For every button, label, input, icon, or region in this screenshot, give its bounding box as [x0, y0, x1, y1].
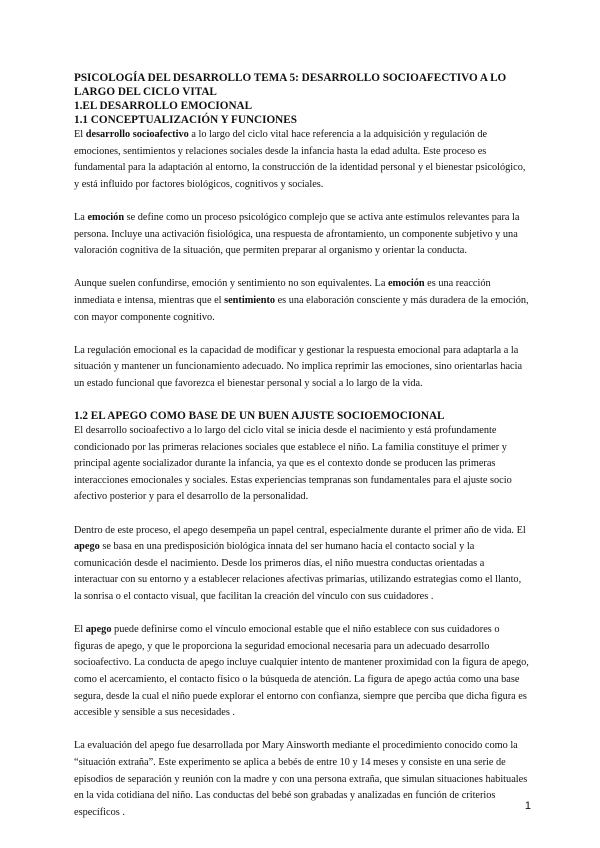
paragraph-apego-definicion: El apego puede definirse como el vínculo emocional estable que el niño establece con sus cuidadores o figuras de apego, y que le proporciona la seguridad emocional necesaria para un adecuado desarrollo socioafectivo. La conducta de apego incluye cualquier intento de mantener proximidad con la figura de apego, como el acercamiento, el contacto físico o la búsqueda de atención. La figura de apego actúa como una base segura, desde la cual el niño puede explorar el entorno con confianza, siempre que perciba que dicha figura es accesible y sensible a sus necesidades . — [74, 624, 529, 719]
section-heading-1: 1.EL DESARROLLO EMOCIONAL — [74, 100, 253, 112]
subsection-heading-1-2: 1.2 EL APEGO COMO BASE DE UN BUEN AJUSTE SOCIOEMOCIONAL — [74, 410, 445, 423]
subsection-heading-1-1: 1.1 CONCEPTUALIZACIÓN Y FUNCIONES — [74, 114, 297, 126]
paragraph-apego-intro: Dentro de este proceso, el apego desempeña un papel central, especialmente durante el primer año de vida. El apego se basa en una predisposición biológica innata del ser humano hacia el contacto social y la comunicación desde el nacimiento. Desde los primeros días, el niño muestra conductas orientadas a interactuar con su entorno y a establecer relaciones afectivas primarias, utilizando estrategias como el llanto, la sonrisa o el contacto visual, que facilitan la creación del vínculo con sus cuidadores . — [74, 524, 526, 603]
paragraph-emocion: La emoción se define como un proceso psicológico complejo que se activa ante estímulos relevantes para la persona. Incluye una activación fisiológica, una respuesta de afrontamiento, un componente subjetivo y una valoración cognitiva de la situación, que permiten preparar al organismo y orientar la conducta. — [74, 211, 520, 257]
paragraph-familia: El desarrollo socioafectivo a lo largo del ciclo vital se inicia desde el nacimiento y está profundamente condicionado por las primeras relaciones sociales que establece el niño. La familia constituye el primer y principal agente socializador durante la infancia, ya que es el contexto donde se producen las primeras interacciones emocionales y sociales. Estas experiencias tempranas son fundamentales para el ajuste socio afectivo posterior y para el desarrollo de la personalidad. — [74, 425, 512, 503]
document-title: PSICOLOGÍA DEL DESARROLLO TEMA 5: DESARROLLO SOCIOAFECTIVO A LO LARGO DEL CICLO VITAL — [74, 72, 507, 98]
paragraph-emocion-sentimiento: Aunque suelen confundirse, emoción y sentimiento no son equivalentes. La emoción es una reacción inmediata e intensa, mientras que el sentimiento es una elaboración consciente y más duradera de la emoción, con mayor componente cognitivo. — [74, 278, 529, 323]
page-number: 1 — [524, 800, 531, 812]
paragraph-socioafectivo: El desarrollo socioafectivo a lo largo del ciclo vital hace referencia a la adquisición y regulación de emociones, sentimientos y relaciones sociales desde la infancia hasta la edad adulta. Este proceso es fundamental para la adaptación al entorno, la construcción de la identidad personal y el bienestar psicológico, y está influido por factores biológicos, cognitivos y sociales. — [74, 129, 526, 190]
paragraph-evaluacion: La evaluación del apego fue desarrollada por Mary Ainsworth mediante el procedimiento conocido como la “situación extraña”. Este experimento se aplica a bebés de entre 10 y 14 meses y consiste en una serie de episodios de separación y reunión con la madre y con una persona extraña, que simulan situaciones habituales en la vida cotidiana del niño. Las conductas del bebé son grabadas y analizadas en función de criterios específicos . — [74, 740, 528, 818]
paragraph-regulacion: La regulación emocional es la capacidad de modificar y gestionar la respuesta emocional para adaptarla a la situación y mantener un funcionamiento adecuado. No implica reprimir las emociones, sino orientarlas hacia un estado funcional que favorezca el bienestar personal y social a lo largo de la vida. — [74, 344, 523, 389]
